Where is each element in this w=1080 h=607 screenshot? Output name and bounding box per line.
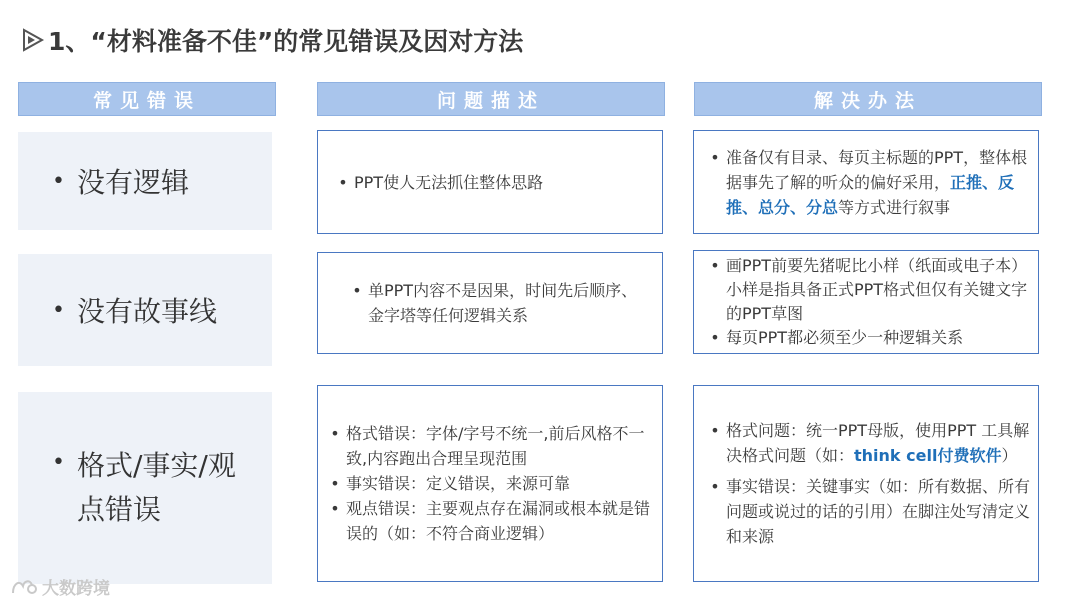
description-box-1 <box>317 130 663 234</box>
header-description: 问题描述 <box>317 82 665 116</box>
mistake-label: 没有故事线 <box>76 295 217 328</box>
watermark-logo <box>10 574 110 599</box>
solution-box-3 <box>693 385 1039 582</box>
header-mistakes: 常见错误 <box>18 82 276 116</box>
list-item: • 观点错误：主要观点存在漏洞或根本就是错误的（如：不符合商业逻辑） <box>330 499 651 543</box>
list-item: • 事实错误：关键事实（如：所有数据、所有问题或说过的话的引用）在脚注处写清定义和来源 <box>710 477 1031 546</box>
list-item: • 事实错误：定义错误，来源可靠 <box>330 474 571 493</box>
list-item: • 格式错误：字体/字号不统一,前后风格不一致,内容跑出合理呈现范围 <box>330 424 645 468</box>
mistake-label: 格式/事实/观 <box>76 449 236 482</box>
mistake-cell-2: • 没有故事线 <box>18 254 272 366</box>
page-title-text: 1、“材料准备不佳”的常见错误及因对方法 <box>48 27 524 56</box>
play-triangle-icon <box>20 27 46 53</box>
description-box-3 <box>317 385 663 582</box>
brand-logo-icon <box>10 577 38 597</box>
watermark-text: 大数跨境 <box>42 579 110 599</box>
header-solution: 解决办法 <box>694 82 1042 116</box>
list-item: • PPT使人无法抓住整体思路 <box>338 172 544 192</box>
description-box-2 <box>317 252 663 354</box>
list-item: • 单PPT内容不是因果，时间先后顺序、金字塔等任何逻辑关系 <box>352 281 638 325</box>
mistake-label: 没有逻辑 <box>76 166 189 199</box>
mistake-label: 点错误 <box>76 493 161 526</box>
page-title <box>20 22 523 58</box>
list-item: • 准备仅有目录、每页主标题的PPT，整体根据事先了解的听众的偏好采用，正推、反推、总分、分总等方式进行叙事 <box>710 147 1028 217</box>
list-item: • 画PPT前要先猪呢比小样（纸面或电子本）小样是指具备正式PPT格式但仅有关键文字的PPT草图 <box>710 256 1028 323</box>
list-item: • 每页PPT都必须至少一种逻辑关系 <box>710 328 964 347</box>
solution-box-2 <box>693 250 1039 354</box>
solution-box-1 <box>693 130 1039 234</box>
mistake-cell-3: • 格式/事实/观 点错误 <box>18 392 272 584</box>
list-item: • 格式问题：统一PPT母版，使用PPT 工具解决格式问题（如：think cell付费软件） <box>710 421 1030 465</box>
mistake-cell-1: • 没有逻辑 <box>18 132 272 230</box>
